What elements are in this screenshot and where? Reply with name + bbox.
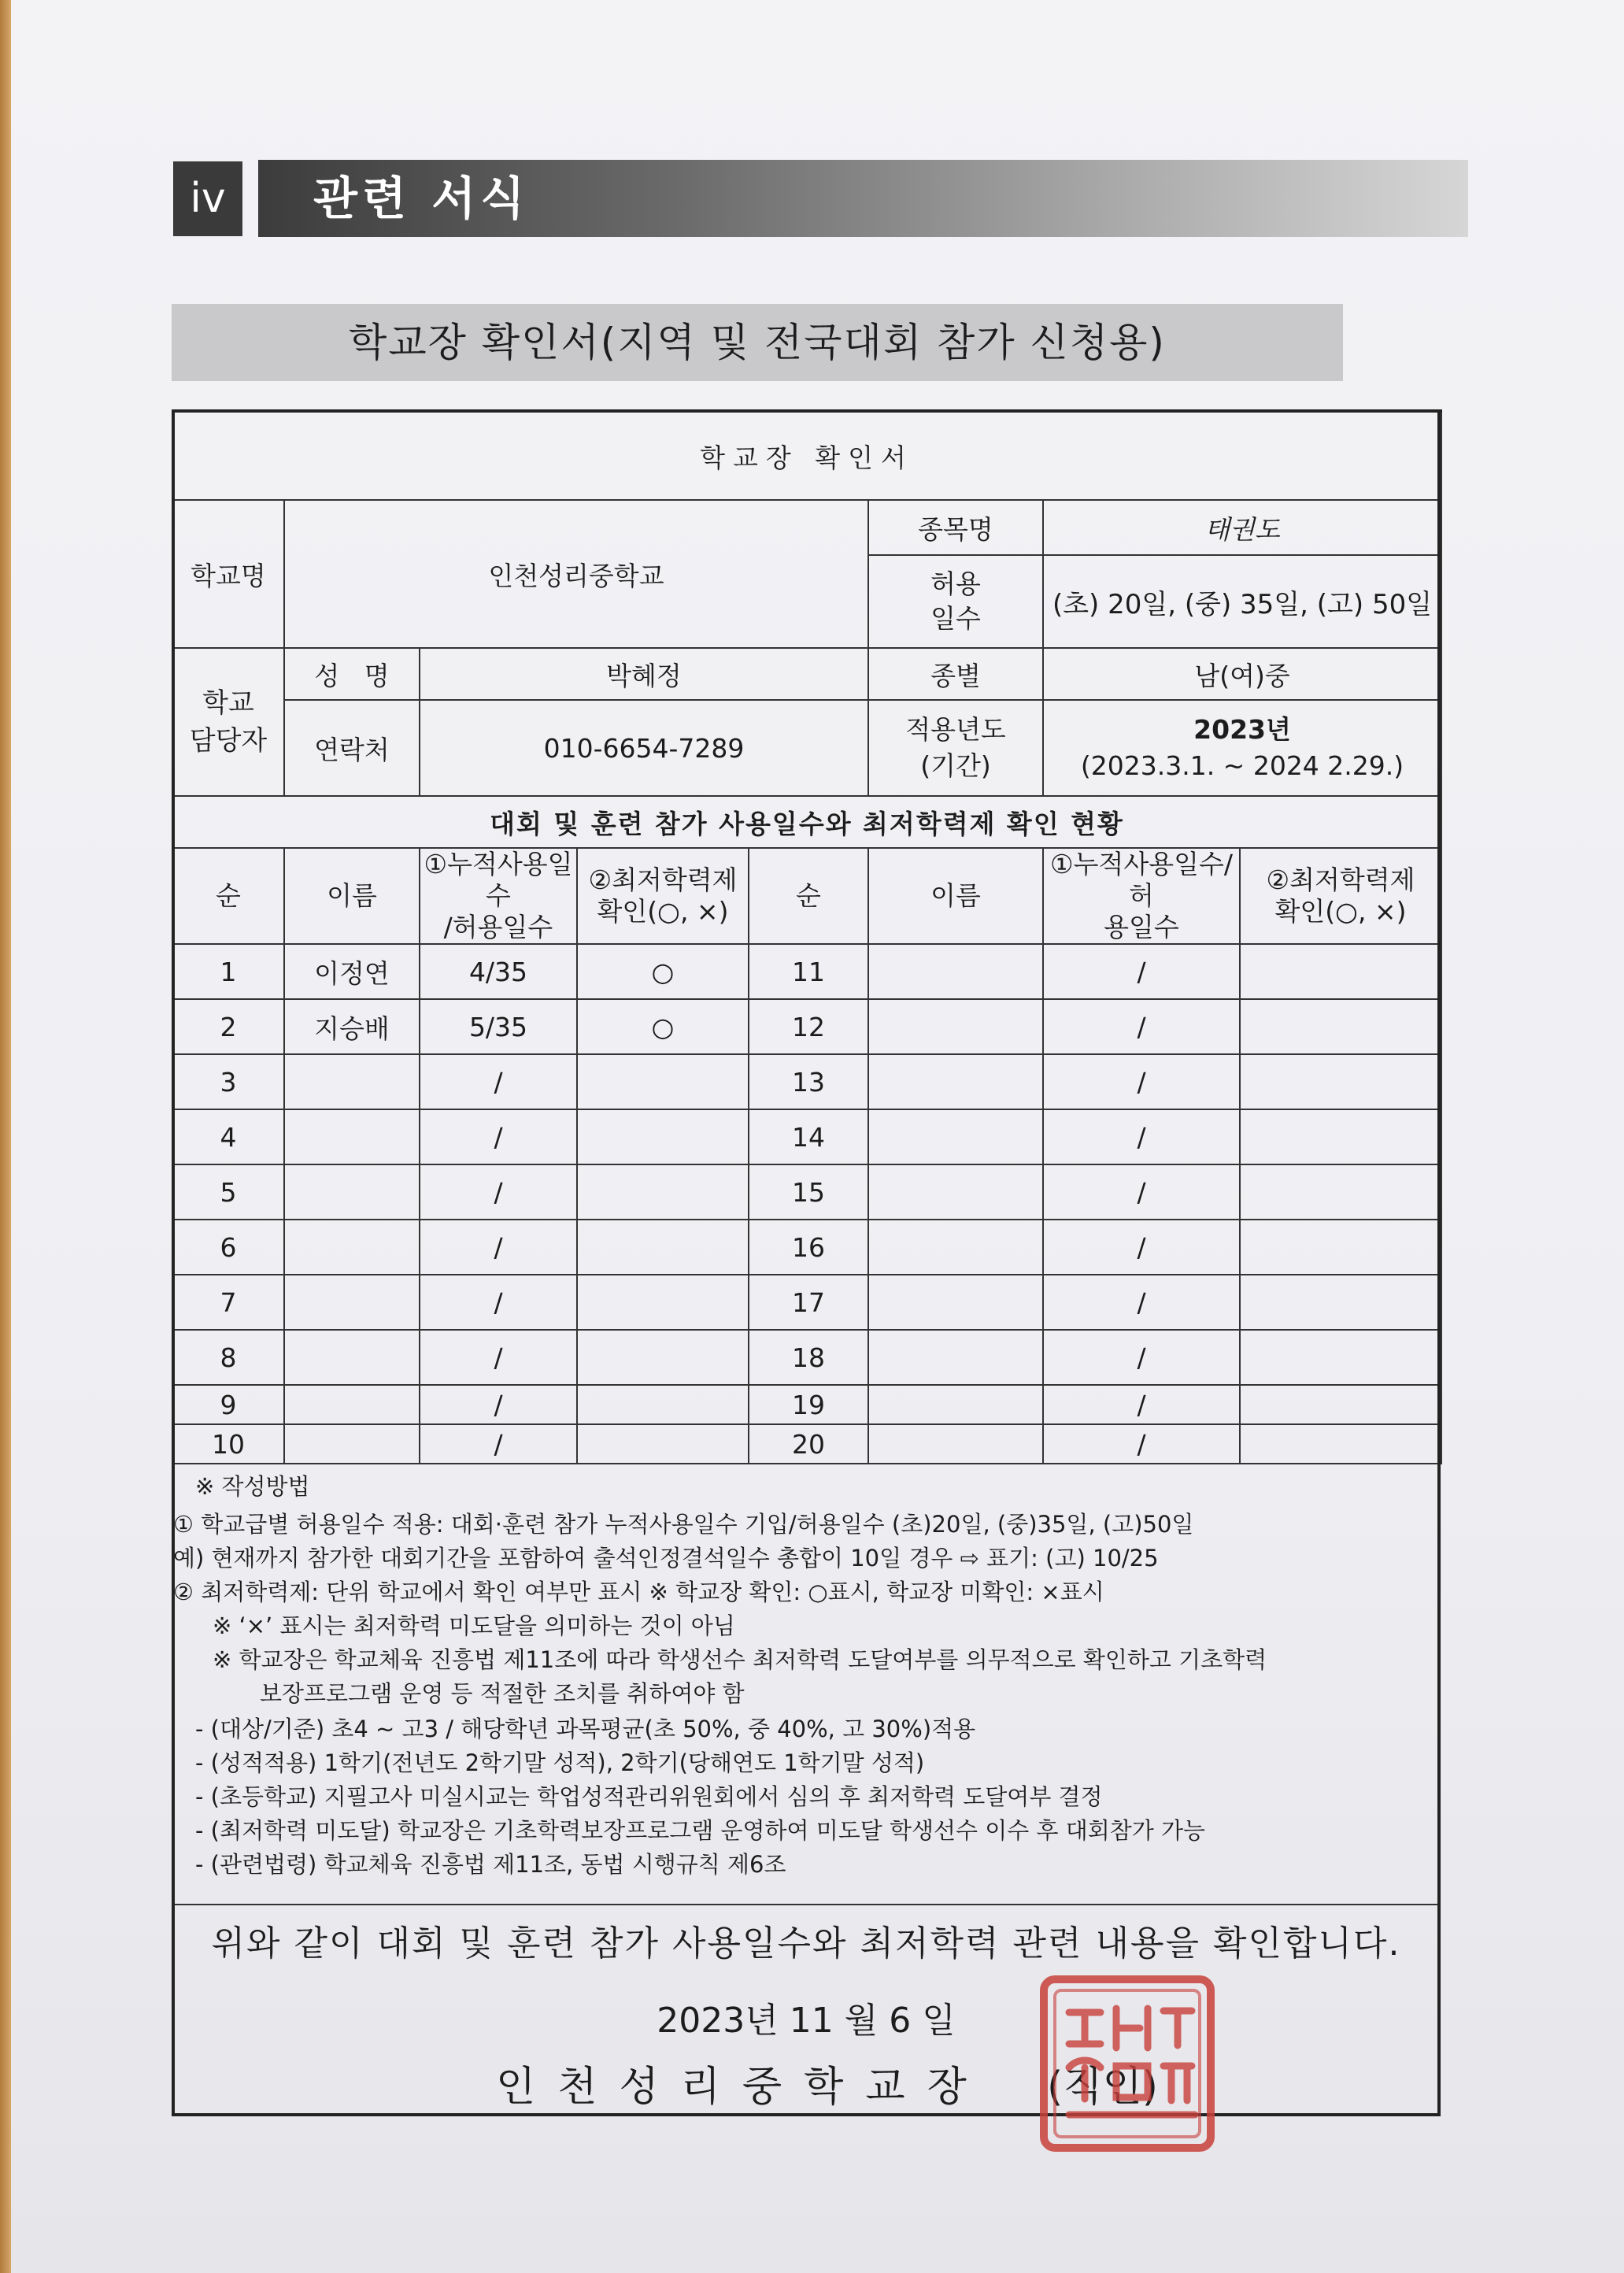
col-no-left: 순 xyxy=(172,848,284,944)
contact-label: 연락처 xyxy=(284,700,420,796)
allowed-days-label: 허용 일수 xyxy=(868,555,1043,648)
note-line: - (관련법령) 학교체육 진흥법 제11조, 동법 시행규칙 제6조 xyxy=(195,1851,786,1878)
allowed-days-value: (초) 20일, (중) 35일, (고) 50일 xyxy=(1043,555,1441,648)
row-days: / xyxy=(1043,1220,1240,1275)
year-label: 적용년도 (기간) xyxy=(868,700,1043,796)
row-no: 18 xyxy=(749,1330,868,1385)
note-line: - (최저학력 미도달) 학교장은 기초학력보장프로그램 운영하여 미도달 학생선수 이수 후 대회참가 가능 xyxy=(195,1817,1206,1844)
official-seal-label: (직인) xyxy=(1047,2064,1159,2111)
row-no: 20 xyxy=(749,1424,868,1464)
official-seal-stamp xyxy=(1038,1973,1217,2154)
row-no: 3 xyxy=(172,1054,284,1109)
form-title: 학교장 확인서 xyxy=(172,411,1441,500)
row-days: / xyxy=(1043,999,1240,1054)
row-days: / xyxy=(1043,1385,1240,1424)
row-no: 14 xyxy=(749,1109,868,1164)
row-no: 12 xyxy=(749,999,868,1054)
row-no: 5 xyxy=(172,1164,284,1220)
col-days-left: ①누적사용일수 /허용일수 xyxy=(420,848,577,944)
row-no: 10 xyxy=(172,1424,284,1464)
contact-value: 010-6654-7289 xyxy=(420,700,868,796)
row-days: 5/35 xyxy=(420,999,577,1054)
statement-text: 위와 같이 대회 및 훈련 참가 사용일수와 최저학력 관련 내용을 확인합니다. xyxy=(211,1923,1401,1964)
note-line: ① 학교급별 허용일수 적용: 대회·훈련 참가 누적사용일수 기입/허용일수 (초)20일, (중)35일, (고)50일 xyxy=(173,1511,1194,1538)
col-check-left: ②최저학력제 확인(○, ×) xyxy=(577,848,749,944)
row-no: 15 xyxy=(749,1164,868,1220)
row-days: / xyxy=(420,1109,577,1164)
manager-label: 학교 담당자 xyxy=(172,648,284,796)
row-days: / xyxy=(1043,1424,1240,1464)
row-no: 16 xyxy=(749,1220,868,1275)
row-days: / xyxy=(1043,944,1240,999)
row-name: 지승배 xyxy=(284,999,420,1054)
event-value: 태권도 xyxy=(1043,500,1441,555)
row-no: 19 xyxy=(749,1385,868,1424)
event-label: 종목명 xyxy=(868,500,1043,555)
note-line: 보장프로그램 운영 등 적절한 조치를 취하여야 함 xyxy=(260,1680,745,1707)
row-days: / xyxy=(1043,1054,1240,1109)
row-no: 4 xyxy=(172,1109,284,1164)
note-line: 예) 현재까지 참가한 대회기간을 포함하여 출석인정결석일수 총합이 10일 경우 ⇨ 표기: (고) 10/25 xyxy=(173,1545,1159,1571)
row-name: 이정연 xyxy=(284,944,420,999)
paper-edge xyxy=(0,0,11,2273)
row-no: 8 xyxy=(172,1330,284,1385)
col-name-left: 이름 xyxy=(284,848,420,944)
note-line: - (초등학교) 지필고사 미실시교는 학업성적관리위원회에서 심의 후 최저학력 도달여부 결정 xyxy=(195,1783,1103,1810)
manager-name: 박혜정 xyxy=(420,648,868,700)
col-days-right: ①누적사용일수/허 용일수 xyxy=(1043,848,1240,944)
form-subtitle: 학교장 확인서(지역 및 전국대회 참가 신청용) xyxy=(172,304,1343,381)
row-days: 4/35 xyxy=(420,944,577,999)
year-value: 2023년 xyxy=(1193,714,1291,745)
col-check-right: ②최저학력제 확인(○, ×) xyxy=(1240,848,1441,944)
form-frame xyxy=(172,409,1441,2116)
row-days: / xyxy=(420,1330,577,1385)
row-days: / xyxy=(1043,1109,1240,1164)
row-days: / xyxy=(420,1385,577,1424)
row-no: 13 xyxy=(749,1054,868,1109)
row-days: / xyxy=(420,1054,577,1109)
row-days: / xyxy=(1043,1164,1240,1220)
school-name: 인천성리중학교 xyxy=(284,500,868,648)
row-days: / xyxy=(1043,1330,1240,1385)
row-no: 2 xyxy=(172,999,284,1054)
row-no: 6 xyxy=(172,1220,284,1275)
row-no: 7 xyxy=(172,1275,284,1330)
gender-value: 남(여)중 xyxy=(1043,648,1441,700)
row-days: / xyxy=(1043,1275,1240,1330)
statement-date: 2023년 11 월 6 일 xyxy=(657,2001,956,2041)
row-days: / xyxy=(420,1220,577,1275)
section-number: iv xyxy=(173,161,242,236)
row-no: 9 xyxy=(172,1385,284,1424)
gender-label: 종별 xyxy=(868,648,1043,700)
row-check: ○ xyxy=(577,999,749,1054)
col-name-right: 이름 xyxy=(868,848,1043,944)
row-check: ○ xyxy=(577,944,749,999)
row-days: / xyxy=(420,1275,577,1330)
summary-heading: 대회 및 훈련 참가 사용일수와 최저학력제 확인 현황 xyxy=(172,796,1441,848)
note-line: ※ ‘×’ 표시는 최저학력 미도달을 의미하는 것이 아님 xyxy=(213,1612,735,1639)
note-line: ※ 학교장은 학교체육 진흥법 제11조에 따라 학생선수 최저학력 도달여부를 의무적으로 확인하고 기초학력 xyxy=(213,1646,1267,1673)
period-value: (2023.3.1. ~ 2024 2.29.) xyxy=(1080,750,1404,781)
row-no: 1 xyxy=(172,944,284,999)
note-line: - (성적적용) 1학기(전년도 2학기말 성적), 2학기(당해연도 1학기말 성적) xyxy=(195,1749,925,1776)
note-line: - (대상/기준) 초4 ~ 고3 / 해당학년 과목평균(초 50%, 중 40%, 고 30%)적용 xyxy=(195,1716,976,1742)
row-no: 17 xyxy=(749,1275,868,1330)
col-no-right: 순 xyxy=(749,848,868,944)
row-no: 11 xyxy=(749,944,868,999)
notes-title: ※ 작성방법 xyxy=(195,1473,310,1500)
principal-name: 인천성리중학교장 xyxy=(496,2064,989,2111)
school-label: 학교명 xyxy=(172,500,284,648)
note-line: ② 최저학력제: 단위 학교에서 확인 여부만 표시 ※ 학교장 확인: ○표시, 학교장 미확인: ×표시 xyxy=(173,1579,1104,1605)
name-label: 성 명 xyxy=(284,648,420,700)
row-days: / xyxy=(420,1424,577,1464)
row-days: / xyxy=(420,1164,577,1220)
section-title: 관련 서식 xyxy=(313,172,530,225)
